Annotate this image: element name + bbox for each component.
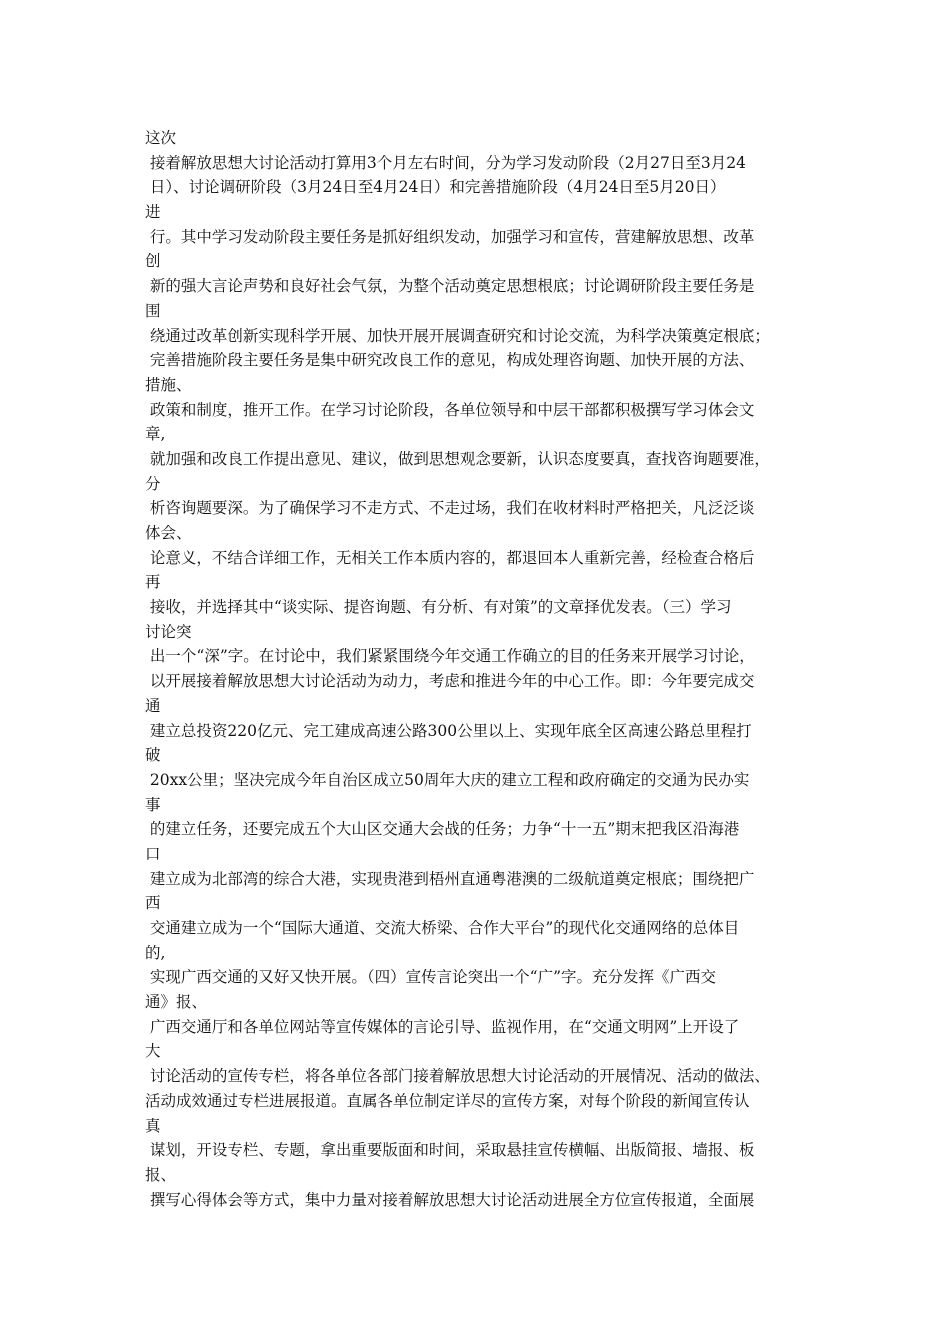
text-line: 进 <box>145 203 161 222</box>
text-line: 20xx公里；坚决完成今年自治区成立50周年大庆的建立工程和政府确定的交通为民办实 <box>145 770 750 789</box>
text-line: 通 <box>145 696 161 715</box>
text-line: 接着解放思想大讨论活动打算用3个月左右时间，分为学习发动阶段（2月27日至3月24 <box>145 153 746 172</box>
text-line: 措施、 <box>145 375 192 394</box>
text-line: 交通建立成为一个“国际大通道、交流大桥梁、合作大平台”的现代化交通网络的总体目 <box>145 919 740 937</box>
text-line: 通》报、 <box>145 993 208 1012</box>
text-line: 政策和制度，推开工作。在学习讨论阶段，各单位领导和中层干部都积极撰写学习体会文 <box>145 400 755 419</box>
text-line: 行。其中学习发动阶段主要任务是抓好组织发动，加强学习和宣传，营建解放思想、改革 <box>145 227 755 246</box>
text-line: 体会、 <box>145 524 192 542</box>
text-line: 绕通过改革创新实现科学开展、加快开展开展调查研究和讨论交流，为科学决策奠定根底； <box>145 326 770 345</box>
text-line: 析咨询题要深。为了确保学习不走方式、不走过场，我们在收材料时严格把关，凡泛泛谈 <box>145 499 755 518</box>
text-line: 撰写心得体会等方式，集中力量对接着解放思想大讨论活动进展全方位宣传报道，全面展 <box>145 1190 755 1209</box>
text-line: 活动成效通过专栏进展报道。直属各单位制定详尽的宣传方案，对每个阶段的新闻宣传认 <box>145 1091 750 1110</box>
text-line: 实现广西交通的又好又快开展。（四）宣传言论突出一个“广”字。充分发挥《广西交 <box>145 968 717 987</box>
text-line: 广西交通厅和各单位网站等宣传媒体的言论引导、监视作用，在“交通文明网”上开设了 <box>145 1017 740 1036</box>
text-line: 出一个“深”字。在讨论中，我们紧紧围绕今年交通工作确立的目的任务来开展学习讨论， <box>145 647 755 666</box>
text-line: 日）、讨论调研阶段（3月24日至4月24日）和完善措施阶段（4月24日至5月20日） <box>145 178 726 197</box>
text-line: 创 <box>145 252 161 271</box>
text-line: 口 <box>145 844 161 863</box>
text-line: 大 <box>145 1042 161 1061</box>
text-line: 的建立任务，还要完成五个大山区交通大会战的任务；力争“十一五”期末把我区沿海港 <box>145 820 740 839</box>
text-line: 以开展接着解放思想大讨论活动为动力，考虑和推进今年的中心工作。即：今年要完成交 <box>145 672 755 691</box>
text-line: 就加强和改良工作提出意见、建议，做到思想观念要新，认识态度要真，查找咨询题要准， <box>145 449 770 468</box>
text-line: 真 <box>145 1116 161 1135</box>
text-line: 章, <box>145 425 166 444</box>
text-line: 分 <box>145 474 161 493</box>
text-line: 的, <box>145 943 166 962</box>
body-text <box>145 126 825 1212</box>
text-line: 报、 <box>145 1165 177 1184</box>
text-line: 事 <box>145 795 161 814</box>
text-line: 接收，并选择其中“谈实际、提咨询题、有分析、有对策”的文章择优发表。（三）学习 <box>145 598 732 617</box>
text-line: 完善措施阶段主要任务是集中研究改良工作的意见，构成处理咨询题、加快开展的方法、 <box>145 351 755 370</box>
text-line: 围 <box>145 301 161 320</box>
text-line: 这次 <box>145 129 177 147</box>
text-line: 讨论活动的宣传专栏，将各单位各部门接着解放思想大讨论活动的开展情况、活动的做法、 <box>145 1067 770 1086</box>
text-line: 讨论突 <box>145 622 192 641</box>
text-line: 新的强大言论声势和良好社会气氛，为整个活动奠定思想根底；讨论调研阶段主要任务是 <box>145 277 755 296</box>
text-line: 论意义，不结合详细工作，无相关工作本质内容的，都退回本人重新完善，经检查合格后 <box>145 548 755 567</box>
text-line: 西 <box>145 894 161 913</box>
text-line: 谋划，开设专栏、专题，拿出重要版面和时间，采取悬挂宣传横幅、出版简报、墙报、板 <box>145 1141 755 1160</box>
text-line: 再 <box>145 573 161 592</box>
text-line: 破 <box>145 746 161 765</box>
text-line: 建立成为北部湾的综合大港，实现贵港到梧州直通粤港澳的二级航道奠定根底；围绕把广 <box>145 869 755 888</box>
text-line: 建立总投资220亿元、完工建成高速公路300公里以上、实现年底全区高速公路总里程打 <box>145 721 752 740</box>
